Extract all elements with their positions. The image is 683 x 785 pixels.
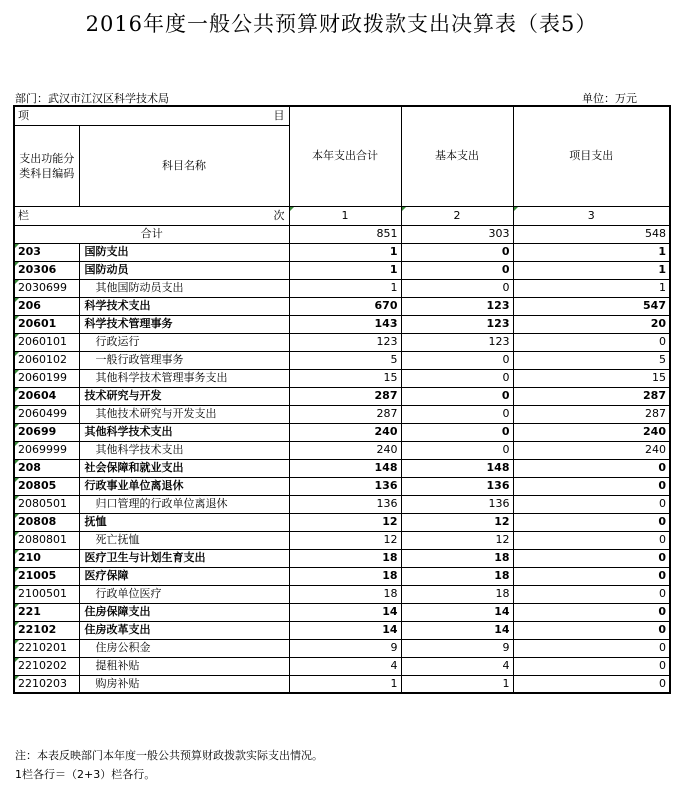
row-total: 1 <box>289 279 401 297</box>
row-basic: 12 <box>401 513 513 531</box>
row-name: 行政运行 <box>79 333 289 351</box>
row-name: 医疗保障 <box>79 567 289 585</box>
row-basic: 14 <box>401 603 513 621</box>
row-basic: 0 <box>401 441 513 459</box>
row-code: 21005 <box>14 567 79 585</box>
row-project: 0 <box>513 585 670 603</box>
row-code: 20306 <box>14 261 79 279</box>
row-total: 136 <box>289 495 401 513</box>
row-basic: 136 <box>401 495 513 513</box>
row-code: 203 <box>14 243 79 261</box>
table-row <box>14 369 670 387</box>
row-project: 0 <box>513 495 670 513</box>
row-name: 提租补贴 <box>79 657 289 675</box>
row-basic: 4 <box>401 657 513 675</box>
row-code: 20805 <box>14 477 79 495</box>
row-total: 12 <box>289 531 401 549</box>
row-total: 14 <box>289 603 401 621</box>
row-project: 0 <box>513 549 670 567</box>
row-name: 行政单位医疗 <box>79 585 289 603</box>
header-mu: 目 <box>273 109 285 122</box>
row-basic: 148 <box>401 459 513 477</box>
row-total: 1 <box>289 675 401 693</box>
table-row <box>14 675 670 693</box>
row-total: 240 <box>289 441 401 459</box>
row-basic: 14 <box>401 621 513 639</box>
row-name: 一般行政管理事务 <box>79 351 289 369</box>
row-name: 抚恤 <box>79 513 289 531</box>
row-total: 12 <box>289 513 401 531</box>
row-basic: 136 <box>401 477 513 495</box>
header-xiang-mu <box>14 106 289 125</box>
header-total: 本年支出合计 <box>289 106 401 206</box>
row-total: 18 <box>289 585 401 603</box>
table-row <box>14 477 670 495</box>
row-code: 2060101 <box>14 333 79 351</box>
row-name: 购房补贴 <box>79 675 289 693</box>
header-basic: 基本支出 <box>401 106 513 206</box>
row-code: 221 <box>14 603 79 621</box>
row-name: 其他科学技术管理事务支出 <box>79 369 289 387</box>
row-project: 547 <box>513 297 670 315</box>
row-name: 住房改革支出 <box>79 621 289 639</box>
row-total: 240 <box>289 423 401 441</box>
row-basic: 18 <box>401 567 513 585</box>
row-project: 15 <box>513 369 670 387</box>
row-name: 国防支出 <box>79 243 289 261</box>
row-total: 4 <box>289 657 401 675</box>
total-project: 548 <box>513 225 670 243</box>
row-code: 20699 <box>14 423 79 441</box>
row-code: 2080801 <box>14 531 79 549</box>
row-project: 287 <box>513 387 670 405</box>
row-project: 0 <box>513 657 670 675</box>
table-row <box>14 657 670 675</box>
row-project: 0 <box>513 477 670 495</box>
table-row <box>14 297 670 315</box>
row-basic: 123 <box>401 315 513 333</box>
total-row <box>14 225 670 243</box>
row-basic: 0 <box>401 351 513 369</box>
table-row <box>14 279 670 297</box>
row-project: 1 <box>513 261 670 279</box>
table-row <box>14 423 670 441</box>
row-basic: 0 <box>401 387 513 405</box>
row-total: 1 <box>289 261 401 279</box>
row-project: 0 <box>513 603 670 621</box>
table-row <box>14 405 670 423</box>
col-number-1: 1 <box>289 206 401 225</box>
row-project: 240 <box>513 441 670 459</box>
row-total: 5 <box>289 351 401 369</box>
row-name: 医疗卫生与计划生育支出 <box>79 549 289 567</box>
row-project: 0 <box>513 675 670 693</box>
row-code: 206 <box>14 297 79 315</box>
table-row <box>14 459 670 477</box>
col-number-2: 2 <box>401 206 513 225</box>
total-total: 851 <box>289 225 401 243</box>
row-name: 科学技术管理事务 <box>79 315 289 333</box>
row-project: 20 <box>513 315 670 333</box>
header-code: 支出功能分类科目编码 <box>14 125 79 206</box>
row-code: 2060499 <box>14 405 79 423</box>
budget-table <box>13 105 671 694</box>
row-code: 2210202 <box>14 657 79 675</box>
row-basic: 9 <box>401 639 513 657</box>
row-total: 287 <box>289 387 401 405</box>
row-project: 0 <box>513 531 670 549</box>
row-project: 0 <box>513 639 670 657</box>
table-row <box>14 639 670 657</box>
row-basic: 0 <box>401 243 513 261</box>
header-ci: 次 <box>273 208 285 222</box>
header-project: 项目支出 <box>513 106 670 206</box>
row-name: 行政事业单位离退休 <box>79 477 289 495</box>
row-basic: 0 <box>401 279 513 297</box>
row-name: 其他国防动员支出 <box>79 279 289 297</box>
row-total: 18 <box>289 549 401 567</box>
row-total: 148 <box>289 459 401 477</box>
row-name: 住房公积金 <box>79 639 289 657</box>
table-row <box>14 621 670 639</box>
table-row <box>14 243 670 261</box>
row-code: 2100501 <box>14 585 79 603</box>
header-xiang: 项 <box>18 108 29 122</box>
unit-label: 单位：万元 <box>582 92 637 105</box>
row-code: 2210201 <box>14 639 79 657</box>
row-project: 0 <box>513 333 670 351</box>
table-row <box>14 531 670 549</box>
row-total: 136 <box>289 477 401 495</box>
row-code: 2060199 <box>14 369 79 387</box>
table-row <box>14 513 670 531</box>
page-title: 2016年度一般公共预算财政拨款支出决算表（表5） <box>85 12 598 36</box>
row-project: 0 <box>513 621 670 639</box>
row-name: 其他科学技术支出 <box>79 423 289 441</box>
row-code: 20808 <box>14 513 79 531</box>
row-code: 2080501 <box>14 495 79 513</box>
row-project: 0 <box>513 459 670 477</box>
row-basic: 123 <box>401 333 513 351</box>
row-total: 123 <box>289 333 401 351</box>
row-name: 国防动员 <box>79 261 289 279</box>
row-total: 1 <box>289 243 401 261</box>
row-code: 208 <box>14 459 79 477</box>
note-line: 注：本表反映部门本年度一般公共预算财政拨款实际支出情况。 <box>15 749 323 762</box>
row-code: 2060102 <box>14 351 79 369</box>
row-project: 0 <box>513 513 670 531</box>
row-name: 其他技术研究与开发支出 <box>79 405 289 423</box>
header-lan-ci <box>14 206 289 225</box>
row-name: 归口管理的行政单位离退休 <box>79 495 289 513</box>
row-code: 2030699 <box>14 279 79 297</box>
row-basic: 0 <box>401 369 513 387</box>
row-basic: 18 <box>401 585 513 603</box>
col-number-3: 3 <box>513 206 670 225</box>
table-row <box>14 315 670 333</box>
table-row <box>14 261 670 279</box>
table-row <box>14 441 670 459</box>
row-project: 1 <box>513 279 670 297</box>
row-basic: 1 <box>401 675 513 693</box>
table-row <box>14 351 670 369</box>
row-name: 死亡抚恤 <box>79 531 289 549</box>
row-basic: 18 <box>401 549 513 567</box>
row-total: 9 <box>289 639 401 657</box>
row-total: 18 <box>289 567 401 585</box>
row-project: 1 <box>513 243 670 261</box>
table-row <box>14 585 670 603</box>
row-basic: 0 <box>401 423 513 441</box>
row-project: 240 <box>513 423 670 441</box>
table-row <box>14 549 670 567</box>
total-label: 合计 <box>14 225 289 243</box>
header-name: 科目名称 <box>79 125 289 206</box>
department-label: 部门：武汉市江汉区科学技术局 <box>15 92 169 105</box>
table-row <box>14 495 670 513</box>
total-basic: 303 <box>401 225 513 243</box>
row-total: 14 <box>289 621 401 639</box>
row-name: 住房保障支出 <box>79 603 289 621</box>
row-code: 2069999 <box>14 441 79 459</box>
note-line: 1栏各行＝（2+3）栏各行。 <box>15 768 156 781</box>
row-name: 社会保障和就业支出 <box>79 459 289 477</box>
row-code: 2210203 <box>14 675 79 693</box>
row-basic: 123 <box>401 297 513 315</box>
row-project: 287 <box>513 405 670 423</box>
row-project: 5 <box>513 351 670 369</box>
row-basic: 0 <box>401 261 513 279</box>
row-name: 技术研究与开发 <box>79 387 289 405</box>
table-row <box>14 567 670 585</box>
table-row <box>14 333 670 351</box>
row-basic: 12 <box>401 531 513 549</box>
row-code: 22102 <box>14 621 79 639</box>
table-row <box>14 387 670 405</box>
header-lan: 栏 <box>18 208 29 222</box>
row-code: 20601 <box>14 315 79 333</box>
row-total: 287 <box>289 405 401 423</box>
row-total: 670 <box>289 297 401 315</box>
row-code: 20604 <box>14 387 79 405</box>
row-basic: 0 <box>401 405 513 423</box>
row-name: 其他科学技术支出 <box>79 441 289 459</box>
row-total: 143 <box>289 315 401 333</box>
notes <box>15 746 323 784</box>
row-code: 210 <box>14 549 79 567</box>
row-name: 科学技术支出 <box>79 297 289 315</box>
row-project: 0 <box>513 567 670 585</box>
row-total: 15 <box>289 369 401 387</box>
table-row <box>14 603 670 621</box>
